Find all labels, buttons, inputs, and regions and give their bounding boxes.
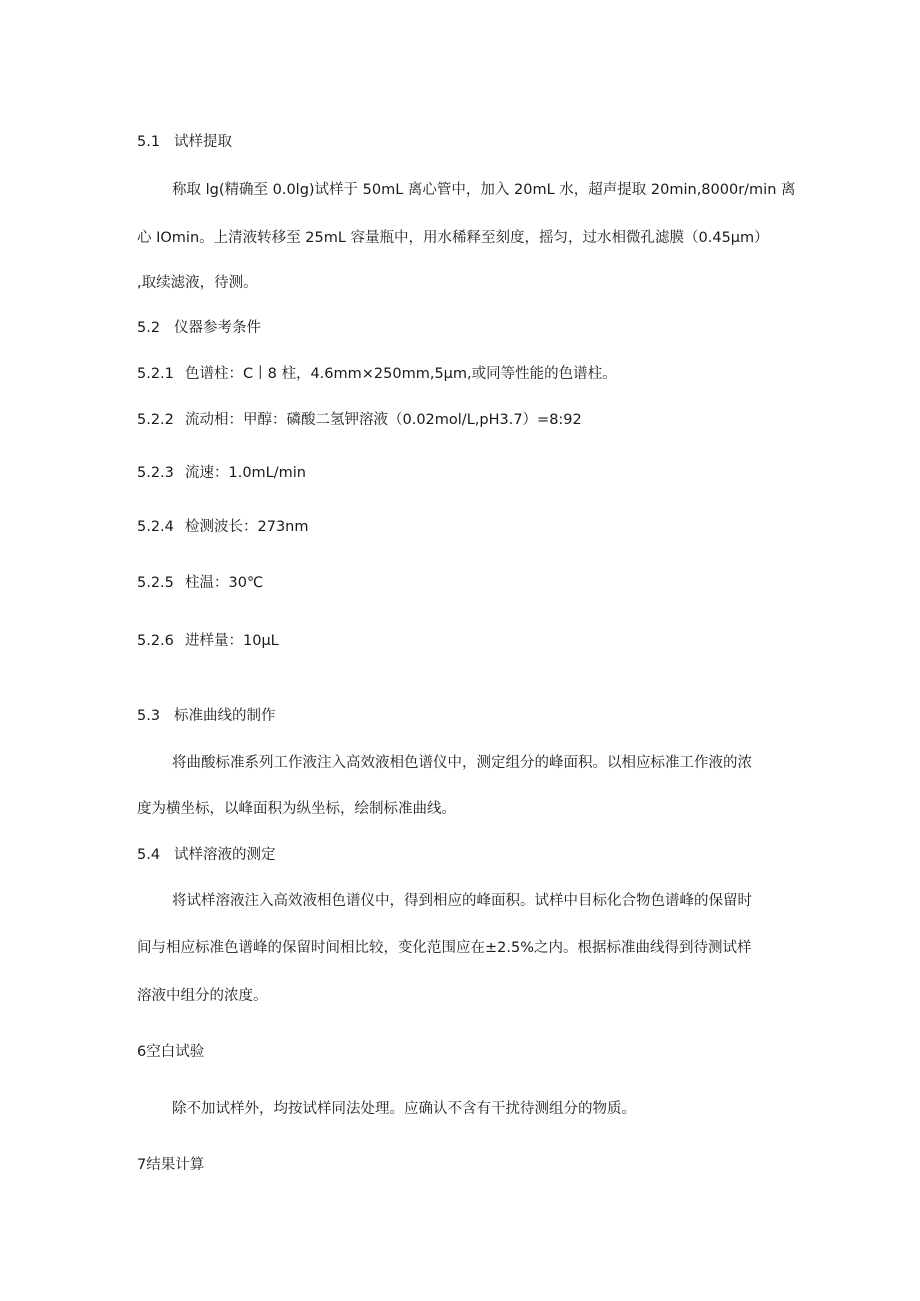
condition-item <box>137 364 617 384</box>
item-text: 流动相：甲醇：磷酸二氢钾溶液（0.02mol/L,pH3.7）=8:92 <box>185 412 582 428</box>
section-title: 结果计算 <box>146 1157 205 1173</box>
section-title: 标准曲线的制作 <box>174 708 276 724</box>
item-number: 5.2.5 <box>137 575 174 591</box>
condition-item <box>137 573 263 593</box>
condition-item <box>137 463 306 483</box>
condition-item <box>137 517 309 537</box>
heading-6 <box>137 1042 204 1062</box>
paragraph-line: 间与相应标准色谱峰的保留时间相比较，变化范围应在±2.5%之内。根据标准曲线得到待测试样 <box>137 940 752 956</box>
heading-5-1 <box>137 132 232 152</box>
paragraph-line: 心 IOmin。上清液转移至 25mL 容量瓶中，用水稀释至刻度，摇匀，过水相微孔滤膜（0.45μm） <box>137 230 769 246</box>
section-title: 仪器参考条件 <box>174 320 261 336</box>
item-number: 5.2.6 <box>137 633 174 649</box>
condition-item <box>137 410 582 430</box>
heading-5-3 <box>137 706 276 726</box>
heading-7 <box>137 1155 204 1175</box>
item-text: 流速：1.0mL/min <box>185 465 306 481</box>
section-title: 试样溶液的测定 <box>174 847 276 863</box>
paragraph-line: 除不加试样外，均按试样同法处理。应确认不含有干扰待测组分的物质。 <box>172 1101 636 1117</box>
item-text: 色谱柱：C丨8 柱，4.6mm×250mm,5μm,或同等性能的色谱柱。 <box>185 366 617 382</box>
paragraph-line: 溶液中组分的浓度。 <box>137 988 268 1004</box>
item-text: 检测波长：273nm <box>185 519 309 535</box>
item-text: 进样量：10μL <box>185 633 279 649</box>
item-number: 5.2.3 <box>137 465 174 481</box>
heading-5-4 <box>137 845 276 865</box>
item-number: 5.2.2 <box>137 412 174 428</box>
item-number: 5.2.4 <box>137 519 174 535</box>
paragraph-line: 称取 lg(精确至 0.0lg)试样于 50mL 离心管中，加入 20mL 水，超声提取 20min,8000r/min 离 <box>172 182 796 198</box>
item-text: 柱温：30℃ <box>185 575 264 591</box>
paragraph-line: 度为横坐标，以峰面积为纵坐标，绘制标准曲线。 <box>137 801 456 817</box>
condition-item <box>137 631 279 651</box>
heading-5-2 <box>137 318 261 338</box>
section-number: 6 <box>137 1044 147 1060</box>
section-title: 空白试验 <box>146 1044 205 1060</box>
section-title: 试样提取 <box>174 134 232 150</box>
section-number: 5.1 <box>137 134 161 150</box>
section-number: 5.3 <box>137 708 161 724</box>
paragraph-line: 将试样溶液注入高效液相色谱仪中，得到相应的峰面积。试样中目标化合物色谱峰的保留时 <box>172 893 752 909</box>
section-number: 5.4 <box>137 847 161 863</box>
paragraph-line: ,取续滤液，待测。 <box>137 275 258 291</box>
paragraph-line: 将曲酸标准系列工作液注入高效液相色谱仪中，测定组分的峰面积。以相应标准工作液的浓 <box>172 755 752 771</box>
item-number: 5.2.1 <box>137 366 174 382</box>
section-number: 5.2 <box>137 320 161 336</box>
section-number: 7 <box>137 1157 147 1173</box>
